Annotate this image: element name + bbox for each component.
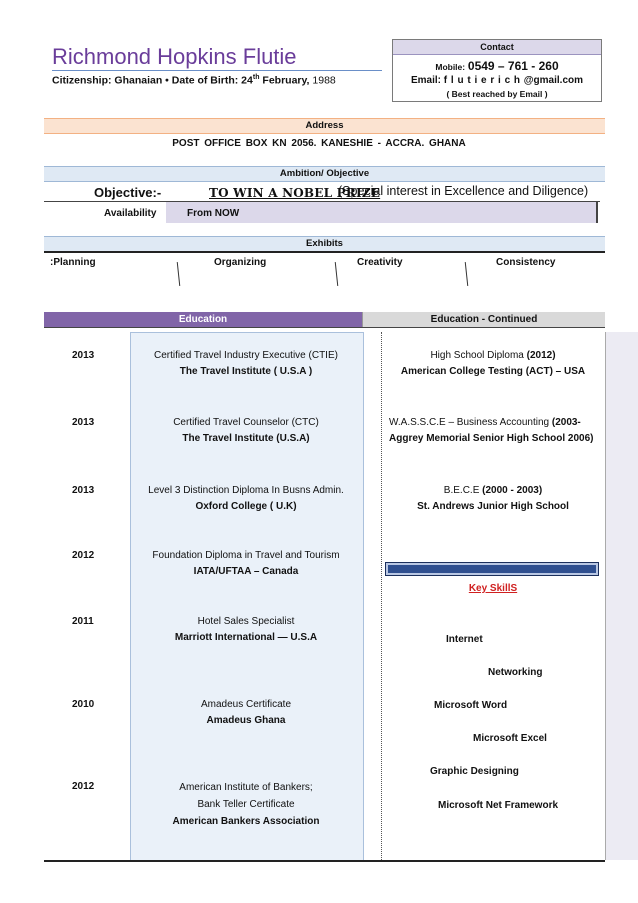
objective-sub: (Special interest in Excellence and Diligence) — [338, 184, 589, 198]
edu-cont-title-text: B.E.C.E — [443, 485, 483, 496]
exhibits-rule — [44, 251, 605, 253]
email-value: f l u t i e r i c h @gmail.com — [443, 75, 583, 86]
edu-title: American Institute of Bankers; — [179, 782, 313, 793]
contact-title: Contact — [393, 40, 601, 55]
edu-year: 2013 — [72, 485, 95, 496]
edu-cont-title-text: W.A.S.S.C.E – Business Accounting — [389, 417, 552, 428]
dob-month: February, — [259, 74, 310, 87]
edu-institution: American Bankers Association — [172, 816, 320, 827]
objective-main: TO WIN A NOBEL PRIZE — [209, 186, 381, 200]
edu-year: 2011 — [72, 616, 94, 627]
exhibit-planning: :Planning — [50, 257, 96, 268]
exhibit-separator — [335, 262, 339, 286]
dob-year: 1988 — [309, 74, 336, 87]
education-heading: Education — [44, 312, 362, 327]
edu-title: Certified Travel Industry Executive (CTIE) — [154, 350, 338, 361]
edu-institution: Oxford College ( U.K) — [195, 501, 297, 512]
edu-institution: The Travel Institute ( U.S.A ) — [179, 366, 313, 377]
address-heading: Address — [44, 118, 605, 134]
objective-label: Objective:- — [94, 185, 162, 200]
citizenship-line — [52, 74, 336, 87]
edu-cont-title-text: High School Diploma — [430, 350, 527, 361]
edu-year: 2010 — [72, 699, 95, 710]
skill-item: Graphic Designing — [430, 766, 519, 777]
exhibit-separator — [465, 262, 469, 286]
edu-title: Level 3 Distinction Diploma In Busns Admin. — [148, 485, 344, 496]
edu-cont-title-year: (2012) — [526, 350, 556, 361]
mobile-line — [393, 59, 601, 73]
skill-item: Microsoft Net Framework — [438, 800, 559, 811]
edu-title: Hotel Sales Specialist — [197, 616, 295, 627]
edu-year: 2013 — [72, 350, 95, 361]
edu-cont-institution: St. Andrews Junior High School — [417, 501, 569, 512]
side-column — [605, 332, 638, 860]
edu-cont-title-year: (2000 - 2003) — [482, 485, 543, 496]
skill-item: Networking — [488, 667, 543, 678]
edu-title: Amadeus Certificate — [200, 699, 292, 710]
edu-institution: The Travel Institute (U.S.A) — [182, 433, 310, 444]
contact-box — [392, 39, 602, 102]
skills-heading: Key SkillS — [468, 583, 518, 594]
edu-institution: Amadeus Ghana — [206, 715, 286, 726]
skill-item: Internet — [446, 634, 483, 645]
education-rule — [44, 327, 605, 328]
education-continued-heading: Education - Continued — [362, 312, 605, 327]
skills-divider-bar — [385, 562, 599, 576]
edu-year: 2013 — [72, 417, 95, 428]
exhibit-creativity: Creativity — [357, 257, 403, 268]
bottom-rule — [44, 860, 605, 862]
skill-item: Microsoft Excel — [473, 733, 547, 744]
skill-item: Microsoft Word — [434, 700, 508, 711]
ambition-heading: Ambition/ Objective — [44, 166, 605, 182]
edu-cont-institution: American College Testing (ACT) – USA — [400, 366, 586, 377]
email-line — [393, 75, 601, 86]
email-label: Email: — [410, 75, 441, 86]
exhibits-heading: Exhibits — [44, 236, 605, 252]
edu-institution: IATA/UFTAA – Canada — [193, 566, 299, 577]
citizenship-text: Citizenship: Ghanaian • Date of Birth: 24 — [52, 74, 253, 87]
edu-title: Foundation Diploma in Travel and Tourism — [152, 550, 340, 561]
exhibit-consistency: Consistency — [496, 257, 556, 268]
availability-value: From NOW — [187, 208, 240, 219]
edu-year: 2012 — [72, 781, 95, 792]
candidate-name: Richmond Hopkins Flutie — [52, 44, 297, 69]
edu-institution: Marriott International — U.S.A — [174, 632, 318, 643]
column-divider — [381, 332, 382, 860]
edu-cont-institution: Aggrey Memorial Senior High School 2006) — [389, 433, 594, 444]
edu-subtitle: Bank Teller Certificate — [197, 799, 295, 810]
address-value: POST OFFICE BOX KN 2056. KANESHIE - ACCRA. GHANA — [172, 138, 466, 149]
dob-superscript: th — [252, 74, 260, 81]
edu-cont-title-year: (2003- — [551, 417, 581, 428]
edu-cont-title — [382, 350, 604, 361]
contact-note: ( Best reached by Email ) — [446, 89, 548, 99]
mobile-value: 0549 – 761 - 260 — [467, 59, 559, 73]
edu-cont-title — [389, 417, 611, 428]
availability-label: Availability — [104, 208, 157, 219]
edu-cont-title — [382, 485, 604, 496]
exhibit-separator — [177, 262, 181, 286]
edu-title: Certified Travel Counselor (CTC) — [173, 417, 319, 428]
mobile-label: Mobile: — [435, 62, 466, 72]
name-underline — [52, 70, 382, 71]
exhibit-organizing: Organizing — [214, 257, 267, 268]
edu-year: 2012 — [72, 550, 95, 561]
